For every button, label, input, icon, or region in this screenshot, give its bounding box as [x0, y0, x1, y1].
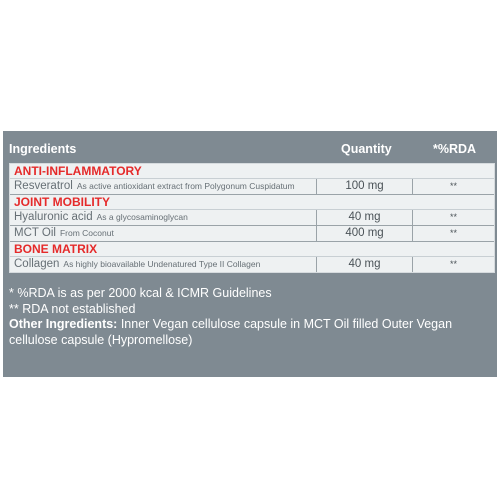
table-row — [10, 257, 494, 272]
other-ingredients-label: Other Ingredients: — [9, 317, 118, 331]
ingredient-note: As a glycosaminoglycan — [96, 212, 188, 222]
rda-cell: ** — [412, 210, 494, 225]
ingredient-name: MCT Oil — [14, 227, 56, 239]
category-bone-matrix: BONE MATRIX — [10, 242, 494, 257]
rda-cell: ** — [412, 257, 494, 272]
ingredient-note: As active antioxidant extract from Polygonum Cuspidatum — [76, 181, 295, 191]
other-ingredients — [9, 317, 493, 348]
rda-cell: ** — [412, 179, 494, 194]
table-header — [3, 131, 497, 162]
footnote-rda-basis: * %RDA is as per 2000 kcal & ICMR Guidelines — [9, 286, 272, 300]
footnote-rda-not-established: ** RDA not established — [9, 301, 136, 316]
table-row — [10, 226, 494, 242]
ingredient-name-cell — [14, 210, 314, 225]
header-quantity: Quantity — [341, 142, 392, 156]
footnotes — [9, 286, 493, 348]
table-row — [10, 179, 494, 195]
table-row — [10, 210, 494, 226]
header-rda: *%RDA — [433, 142, 477, 156]
category-joint-mobility: JOINT MOBILITY — [10, 195, 494, 210]
nutrition-table-panel — [3, 131, 497, 377]
rda-cell: ** — [412, 226, 494, 241]
category-anti-inflammatory: ANTI-INFLAMMATORY — [10, 164, 494, 179]
ingredient-name: Collagen — [14, 258, 60, 270]
ingredient-name-cell — [14, 257, 314, 272]
quantity-cell: 400 mg — [316, 226, 412, 241]
ingredient-name: Hyaluronic acid — [14, 211, 93, 223]
quantity-cell: 40 mg — [316, 210, 412, 225]
ingredient-note: As highly bioavailable Undenatured Type II Collagen — [63, 259, 261, 269]
ingredient-name-cell — [14, 226, 314, 241]
quantity-cell: 100 mg — [316, 179, 412, 194]
header-ingredients: Ingredients — [9, 142, 77, 156]
quantity-cell: 40 mg — [316, 257, 412, 272]
other-ingredients-text: Inner Vegan cellulose capsule in MCT Oil filled Outer Vegan cellulose capsule (Hypromellose) — [9, 317, 453, 347]
ingredient-note: From Coconut — [59, 228, 114, 238]
ingredients-table — [9, 163, 495, 273]
ingredient-name-cell — [14, 179, 314, 194]
ingredient-name: Resveratrol — [14, 180, 73, 192]
